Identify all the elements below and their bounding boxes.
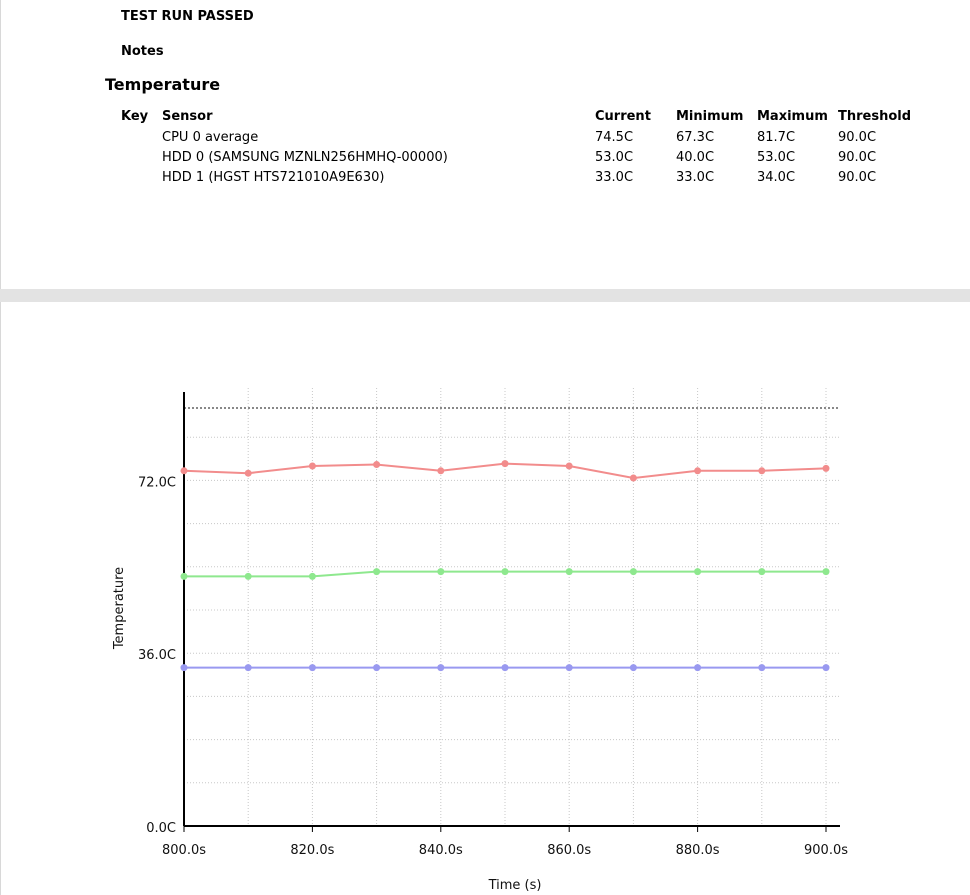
sensor-threshold: 90.0C — [838, 130, 877, 145]
column-header-key: Key — [121, 109, 149, 124]
data-point — [373, 568, 380, 575]
x-tick-label: 800.0s — [162, 843, 206, 858]
sensor-minimum: 67.3C — [676, 130, 715, 145]
x-axis-title: Time (s) — [488, 878, 542, 893]
panel-separator[interactable] — [0, 289, 970, 302]
y-axis-title: Temperature — [112, 566, 127, 650]
report-panel — [0, 0, 970, 289]
data-point — [566, 463, 573, 470]
data-point — [437, 664, 444, 671]
sensor-name: HDD 0 (SAMSUNG MZNLN256HMHQ-00000) — [162, 150, 448, 165]
sensor-maximum: 81.7C — [757, 130, 796, 145]
data-point — [566, 664, 573, 671]
data-point — [694, 467, 701, 474]
sensor-current: 33.0C — [595, 170, 634, 185]
sensor-threshold: 90.0C — [838, 150, 877, 165]
column-header-maximum: Maximum — [757, 109, 828, 124]
data-point — [758, 664, 765, 671]
data-point — [502, 460, 509, 467]
data-point — [309, 573, 316, 580]
data-point — [502, 568, 509, 575]
sensor-name: HDD 1 (HGST HTS721010A9E630) — [162, 170, 385, 185]
sensor-threshold: 90.0C — [838, 170, 877, 185]
sensor-maximum: 53.0C — [757, 150, 796, 165]
sensor-name: CPU 0 average — [162, 130, 259, 145]
x-tick-label: 900.0s — [804, 843, 848, 858]
y-tick-label: 72.0C — [137, 475, 176, 491]
test-status: TEST RUN PASSED — [121, 9, 254, 24]
sensor-minimum: 33.0C — [676, 170, 715, 185]
y-tick-label: 0.0C — [146, 821, 176, 836]
data-point — [181, 664, 188, 671]
column-header-current: Current — [595, 109, 651, 124]
sensor-minimum: 40.0C — [676, 150, 715, 165]
data-point — [758, 467, 765, 474]
sensor-current: 74.5C — [595, 130, 634, 145]
data-point — [181, 467, 188, 474]
x-tick-label: 880.0s — [675, 843, 720, 858]
data-point — [566, 568, 573, 575]
data-point — [823, 664, 830, 671]
y-tick-label: 36.0C — [137, 648, 176, 664]
sensor-current: 53.0C — [595, 150, 634, 165]
data-point — [437, 568, 444, 575]
data-point — [373, 664, 380, 671]
notes-heading: Notes — [121, 44, 164, 59]
column-header-threshold: Threshold — [838, 109, 912, 124]
data-point — [309, 463, 316, 470]
data-point — [245, 573, 252, 580]
data-point — [823, 568, 830, 575]
data-point — [630, 664, 637, 671]
data-point — [245, 664, 252, 671]
data-point — [309, 664, 316, 671]
data-point — [630, 475, 637, 482]
x-tick-label: 840.0s — [418, 843, 463, 858]
data-point — [694, 664, 701, 671]
x-tick-label: 820.0s — [290, 843, 335, 858]
temperature-chart — [0, 302, 969, 895]
sensor-maximum: 34.0C — [757, 170, 796, 185]
data-point — [181, 573, 188, 580]
data-point — [758, 568, 765, 575]
x-tick-label: 860.0s — [547, 843, 592, 858]
column-header-sensor: Sensor — [162, 109, 213, 124]
column-header-minimum: Minimum — [676, 109, 744, 124]
data-point — [437, 467, 444, 474]
data-point — [694, 568, 701, 575]
data-point — [502, 664, 509, 671]
data-point — [245, 470, 252, 477]
temperature-section-title: Temperature — [105, 75, 221, 94]
data-point — [373, 461, 380, 468]
data-point — [823, 465, 830, 472]
data-point — [630, 568, 637, 575]
